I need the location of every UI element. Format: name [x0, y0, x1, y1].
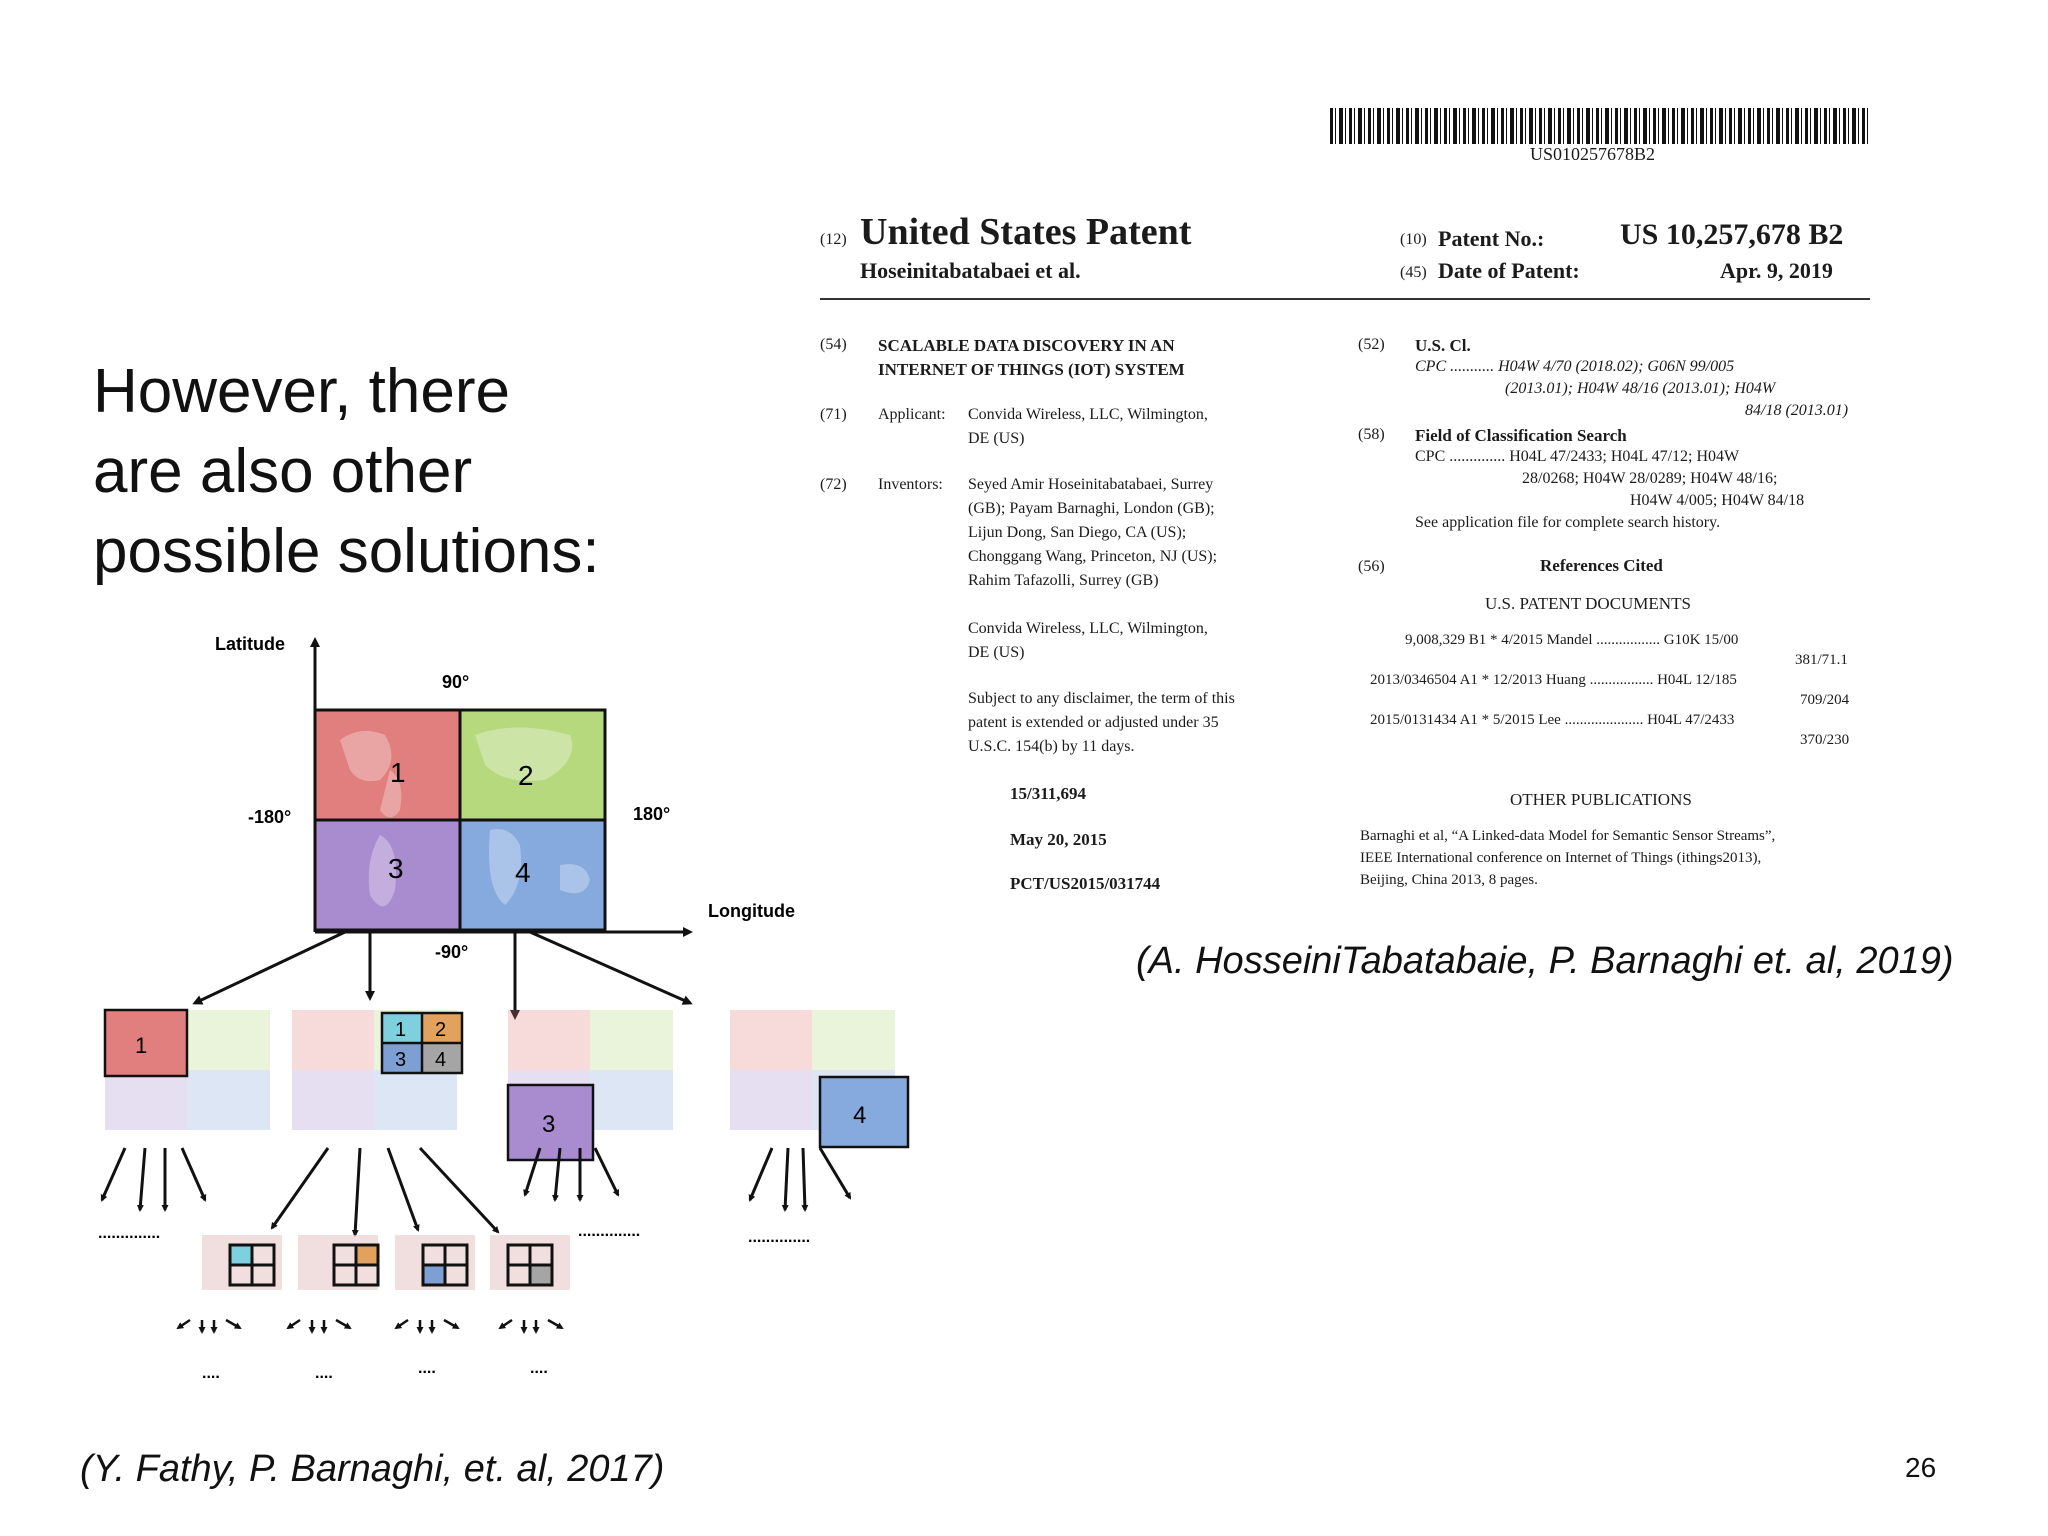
- heading-line-3: possible solutions:: [93, 517, 600, 586]
- applicant-line-2: DE (US): [968, 430, 1025, 447]
- field-search-line-4: See application file for complete search history.: [1415, 514, 1721, 531]
- reference-3-class: 370/230: [1800, 732, 1850, 748]
- code-72: (72): [820, 476, 847, 493]
- citation-right: (A. HosseiniTabatabaie, P. Barnaghi et. al, 2019): [1136, 940, 1954, 982]
- subgrid-label-1: 1: [395, 1019, 407, 1041]
- quadrant-2-label: 2: [518, 760, 534, 791]
- ellipsis-7: ....: [530, 1360, 548, 1377]
- barcode: [1330, 108, 1870, 144]
- code-71: (71): [820, 406, 847, 423]
- subgrid-label-3: 3: [395, 1049, 407, 1071]
- ellipsis-6: ....: [418, 1360, 436, 1377]
- code-52: (52): [1358, 336, 1385, 353]
- level2-arrows: [102, 1148, 850, 1235]
- code-45: (45): [1400, 264, 1427, 281]
- patent-title-2: INTERNET OF THINGS (IOT) SYSTEM: [878, 360, 1185, 379]
- code-58: (58): [1358, 426, 1385, 443]
- patent-inventor-short: Hoseinitabatabaei et al.: [860, 258, 1081, 283]
- date-label: Date of Patent:: [1438, 258, 1580, 283]
- patent-no-label: Patent No.:: [1438, 226, 1545, 251]
- patent-document: [810, 100, 1870, 890]
- patent-doc-type: United States Patent: [860, 211, 1192, 253]
- slide-heading: [93, 352, 600, 592]
- patent-title-1: SCALABLE DATA DISCOVERY IN AN: [878, 336, 1175, 355]
- publication-line-2: IEEE International conference on Internet of Things (ithings2013),: [1360, 850, 1762, 866]
- reference-3: 2015/0131434 A1 * 5/2015 Lee ..................... H04L 47/2433: [1370, 712, 1735, 728]
- code-10: (10): [1400, 231, 1427, 248]
- inventors-label: Inventors:: [878, 476, 943, 493]
- code-54: (54): [820, 336, 847, 353]
- lat-90-label: 90°: [442, 672, 470, 692]
- reference-2-class: 709/204: [1800, 692, 1850, 708]
- other-publications-label: OTHER PUBLICATIONS: [1510, 790, 1692, 809]
- quadtree-diagram: [90, 620, 930, 1410]
- ellipsis-4: ....: [202, 1365, 220, 1382]
- assignee-line-2: DE (US): [968, 644, 1025, 661]
- code-56: (56): [1358, 558, 1385, 575]
- heading-line-1: However, there: [93, 357, 510, 426]
- barcode-number: US010257678B2: [1530, 144, 1656, 164]
- level2-maps: [105, 1010, 895, 1130]
- lat-neg90-label: -90°: [435, 942, 469, 962]
- inventors-line-4: Chonggang Wang, Princeton, NJ (US);: [968, 548, 1218, 565]
- us-patent-docs-label: U.S. PATENT DOCUMENTS: [1485, 594, 1691, 613]
- level2-cell-4-label: 4: [853, 1102, 867, 1129]
- latitude-label: Latitude: [215, 634, 285, 654]
- lon-180-label: 180°: [633, 804, 671, 824]
- inventors-line-2: (GB); Payam Barnaghi, London (GB);: [968, 500, 1215, 517]
- world-grid: [315, 710, 605, 930]
- header-rule: [820, 298, 1870, 300]
- reference-1-class: 381/71.1: [1795, 652, 1848, 668]
- citation-left: (Y. Fathy, P. Barnaghi, et. al, 2017): [80, 1448, 665, 1490]
- inventors-line-1: Seyed Amir Hoseinitabatabaei, Surrey: [968, 476, 1214, 493]
- patent-number: US 10,257,678 B2: [1620, 218, 1844, 251]
- cpc-line-3: 84/18 (2013.01): [1745, 402, 1849, 419]
- pct-number: PCT/US2015/031744: [1010, 874, 1161, 890]
- level2-subgrid: [382, 1013, 462, 1073]
- applicant-line-1: Convida Wireless, LLC, Wilmington,: [968, 406, 1208, 423]
- inventors-line-3: Lijun Dong, San Diego, CA (US);: [968, 524, 1187, 541]
- applicant-label: Applicant:: [878, 406, 946, 423]
- appl-number: 15/311,694: [1010, 784, 1087, 803]
- longitude-label: Longitude: [708, 901, 795, 921]
- assignee-line-1: Convida Wireless, LLC, Wilmington,: [968, 620, 1208, 637]
- notice-line-2: patent is extended or adjusted under 35: [968, 714, 1219, 731]
- subgrid-label-2: 2: [435, 1019, 447, 1041]
- level2-cell-1-label: 1: [135, 1033, 148, 1058]
- quadrant-3-label: 3: [388, 853, 404, 884]
- notice-line-3: U.S.C. 154(b) by 11 days.: [968, 738, 1135, 755]
- ellipsis-5: ....: [315, 1365, 333, 1382]
- patent-date: Apr. 9, 2019: [1720, 258, 1833, 283]
- quadrant-4-label: 4: [515, 857, 531, 888]
- inventors-line-5: Rahim Tafazolli, Surrey (GB): [968, 572, 1159, 589]
- field-search-label: Field of Classification Search: [1415, 426, 1627, 445]
- quadrant-1-label: 1: [390, 757, 406, 788]
- code-12: (12): [820, 231, 847, 248]
- ellipsis-2: ..............: [578, 1223, 641, 1240]
- field-search-line-2: 28/0268; H04W 28/0289; H04W 48/16;: [1522, 470, 1778, 487]
- lon-neg180-label: -180°: [248, 807, 292, 827]
- reference-1: 9,008,329 B1 * 4/2015 Mandel ................. G10K 15/00: [1405, 632, 1739, 648]
- ellipsis-3: ..............: [748, 1229, 811, 1246]
- cpc-line-1: CPC ........... H04W 4/70 (2018.02); G06N 99/005: [1415, 358, 1735, 375]
- field-search-line-3: H04W 4/005; H04W 84/18: [1630, 492, 1805, 509]
- cpc-line-2: (2013.01); H04W 48/16 (2013.01); H04W: [1505, 380, 1776, 397]
- notice-line-1: Subject to any disclaimer, the term of this: [968, 690, 1235, 707]
- us-cl-label: U.S. Cl.: [1415, 336, 1471, 355]
- level3-arrows: [178, 1320, 562, 1332]
- pct-date: May 20, 2015: [1010, 830, 1107, 849]
- references-cited-label: References Cited: [1540, 556, 1663, 575]
- page-number: 26: [1905, 1452, 1937, 1483]
- publication-line-1: Barnaghi et al, “A Linked-data Model for Semantic Sensor Streams”,: [1360, 828, 1776, 844]
- level2-cell-3-label: 3: [542, 1111, 556, 1138]
- reference-2: 2013/0346504 A1 * 12/2013 Huang ................. H04L 12/185: [1370, 672, 1737, 688]
- ellipsis-1: ..............: [98, 1225, 161, 1242]
- heading-line-2: are also other: [93, 437, 473, 506]
- level3-maps: [202, 1235, 570, 1290]
- publication-line-3: Beijing, China 2013, 8 pages.: [1360, 872, 1538, 888]
- subgrid-label-4: 4: [435, 1049, 447, 1071]
- field-search-line-1: CPC .............. H04L 47/2433; H04L 47/12; H04W: [1415, 448, 1740, 465]
